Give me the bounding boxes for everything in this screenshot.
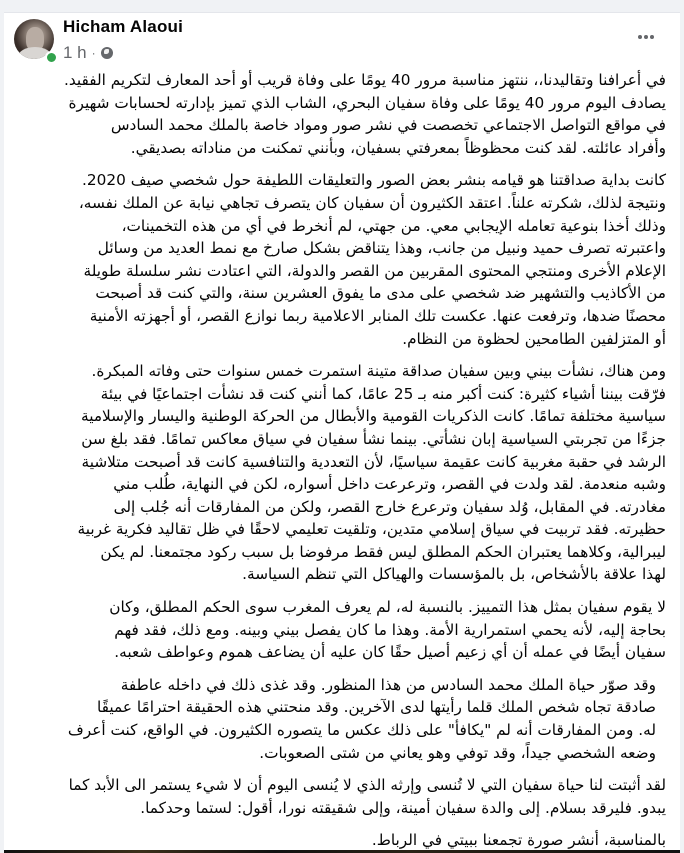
post-meta [63, 43, 113, 63]
post-text-line: وقد صوّر حياة الملك محمد السادس من هذا المنظور. وقد غذى ذلك في داخله عاطفة [120, 675, 656, 694]
meta-separator: · [91, 46, 96, 60]
post-text-line: سفيان أيضًا في عمله أن أي زعيم أصيل حقًا كان عليه أن يضاعف هموم وعواطف شعبه. [114, 643, 666, 662]
post-text-line: سياسية مختلفة تمامًا. كانت الذكريات القومية والأبطال من الحركة الوطنية واليسار والإسلامية [81, 407, 666, 426]
author-name[interactable]: Hicham Alaoui [63, 17, 184, 36]
post-paragraph [20, 774, 666, 819]
post-header [4, 13, 680, 69]
post-text-line: فرّقت بيننا أشياء كثيرة: كنت أكبر منه بـ 25 عامًا، كما أنني كنت قد نشأت اجتماعيًا في بيئة [100, 384, 666, 403]
post-text-line: لا يقوم سفيان بمثل هذا التمييز. بالنسبة له، لم يعرف المغرب سوى الحكم المطلق، وكان [109, 598, 666, 617]
post-text-line: صادقة تجاه شخص الملك قلما رأيتها لدى الآخرين. وقد منحتني هذه الحقيقة احترامًا عميقًا [97, 698, 656, 717]
more-options-icon [644, 35, 648, 39]
post-text-line: لقد أثبتت لنا حياة سفيان التي لا تُنسى وإرثه الذي لا يُنسى اليوم أن لا شيء يستمر الى الأبد كما [68, 776, 666, 795]
more-options-icon [650, 35, 654, 39]
post-text-line: من الأكاذيب والتشهير ضد شخصي على مدى ما يفوق العشرين سنة، والتي كنت قد أصبحت [95, 284, 666, 303]
post-paragraph [20, 596, 666, 664]
post-text-line: أو المتزلفين الطامحين لحظوة من النظام. [402, 329, 666, 348]
more-options-button[interactable] [632, 29, 660, 45]
post-text-line: جزءًا من تجربتي السياسية إبان نشأتي. بينما نشأ سفيان في سياق معاكس تمامًا. فقد بلغ سن [81, 429, 666, 448]
post-text-line: وذلك أخذا بنوعية تعامله الإيجابي معي. من جهتي، لم أنخرط في أي من هذه التخمينات، [121, 216, 666, 235]
post-text-line: محصنًا ضدها، وترفعت عنها. عكست تلك المنابر الاعلامية ربما نوازع القصر، أو أجهزته الأمنية [89, 306, 666, 325]
post-text-line: ليبرالية، وكلاهما يعتبران الحكم المطلق ليس فقط مرفوضا بل سبب ركود مجتمعنا. لم يكن [100, 542, 666, 561]
post-body [4, 69, 680, 852]
post-text-line: الإعلام الأخرى ومنتجي المحتوى المقربين من القصر والدولة، التي اعتادت نشر سلسلة طويلة [83, 261, 666, 280]
post-text-line: بحاجة إليه، لأنه يحمي استمرارية الأمة. وهذا ما كان يفصل بيني وبينه. ومع ذلك، فقد فهم [114, 620, 666, 639]
post-paragraph [20, 829, 666, 852]
more-options-icon [638, 35, 642, 39]
post-text-line: يصادف اليوم مرور 40 يومًا على وفاة سفيان البحري، الشاب الذي تميز بإدارته لحسابات شهيرة [68, 93, 666, 112]
post-paragraph [20, 674, 666, 764]
post-text-line: وشبه منعدمة. لقد ولدت في القصر، وترعرعت داخل أسواره، لكن في النهاية، طُلب مني [113, 475, 666, 494]
post-text-line: يبدو. فليرقد بسلام. إلى والدة سفيان أمينة، وإلى شقيقته نورا، أقول: لستما وحدكما. [140, 798, 666, 817]
online-status-icon [45, 51, 58, 64]
post-text-line: ونتيجة لذلك، شكرته علناً. اعتقد الكثيرون أن سفيان كان يتصرف تجاهي نيابة عن الملك نفسه، [78, 193, 666, 212]
post-text-line: في مواقع التواصل الاجتماعي تخصصت في نشر صور ومواد خاصة بالملك محمد السادس [110, 116, 666, 135]
post-paragraph [20, 69, 666, 159]
post-timestamp[interactable]: 1 h [63, 43, 87, 62]
post-text-line: في أعرافنا وتقاليدنا،، ننتهز مناسبة مرور 40 يومًا على وفاة قريب أو أحد المعارف لتكريم الفقيد. [63, 71, 666, 89]
post-text-line: ومن هناك، نشأت بيني وبين سفيان صداقة متينة استمرت خمس سنوات حتى وفاته المبكرة. [91, 362, 666, 381]
post-paragraph [20, 169, 666, 350]
post-text-line: له. ومن المفارقات أنه لم "يكافأ" على ذلك عكس ما يتصوره الكثيرون. في الواقع، كنت أعرف [67, 721, 656, 740]
post-text-line: الرشد في حقبة مغربية كانت عقيمة سياسيًا، لأن التعددية والتنافسية كانت قد أصبحت متلاشية [81, 452, 666, 471]
post-paragraph [20, 360, 666, 586]
post-text-line: مغادرته. في المقابل، وُلد سفيان وترعرع خارج القصر، ولكن من المفارقات أنه جُلب إلى [113, 497, 666, 516]
post-text-line: لهذا علاقة بالأشخاص، بل بالمؤسسات والهياكل التي تنظم السياسة. [242, 565, 666, 584]
post-text-line: وضعه الشخصي جيداً، وقد توفي وهو يعاني من شتى الصعوبات. [259, 743, 656, 762]
post-text-line: كانت بداية صداقتنا هو قيامه بنشر بعض الصور والتعليقات اللطيفة حول شخصي صيف 2020. [82, 171, 666, 190]
globe-icon[interactable] [101, 47, 113, 59]
facebook-post [4, 12, 680, 853]
post-text-line: بالمناسبة، أنشر صورة تجمعنا ببيتي في الرباط. [371, 831, 666, 850]
post-text-line: واعتبرته تصرف حميد ونبيل من جانب، وهذا يتناقض بشكل صارخ مع نمط العديد من وسائل [97, 239, 666, 258]
post-text-line: حظيرته. فقد تربيت في سياق إسلامي متدين، وتلقيت تعليمي لاحقًا في ظل تقاليد فكرية غربية [77, 520, 666, 539]
post-text-line: وأفراد عائلته. لقد كنت محظوظاً بمعرفتي بسفيان، وبأنني تمكنت من مناداته بصديقي. [130, 138, 666, 157]
